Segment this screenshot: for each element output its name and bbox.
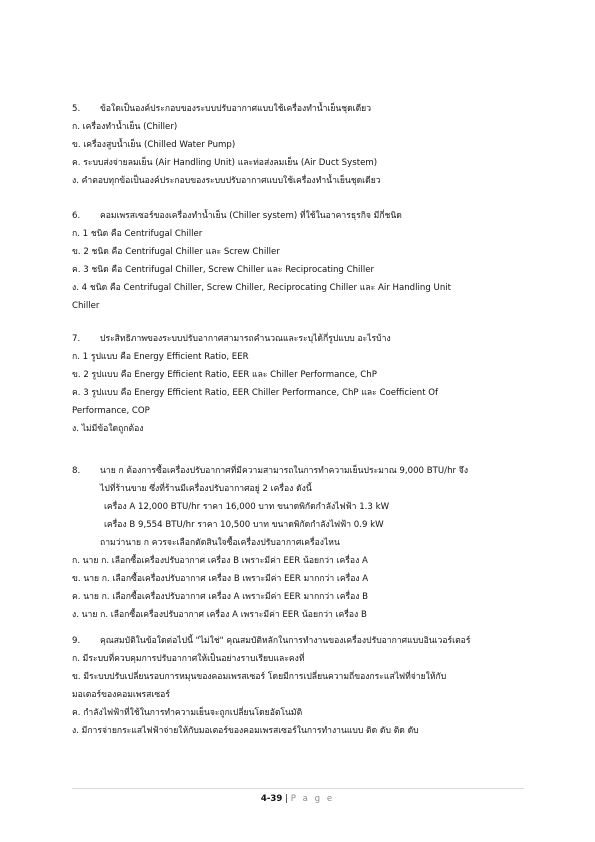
question-text: ประสิทธิภาพของระบบปรับอากาศสามารถคำนวณและระบุได้กี่รูปแบบ อะไรบ้าง	[100, 334, 391, 344]
question-7	[72, 330, 522, 438]
question-number: 5.	[72, 104, 81, 114]
question-5-heading	[72, 100, 522, 118]
question-number: 8.	[72, 466, 81, 476]
question-6	[72, 207, 522, 315]
option-detail-a: เครื่อง A 12,000 BTU/hr ราคา 16,000 บาท ขนาดพิกัดกำลังไฟฟ้า 1.3 kW	[104, 502, 390, 512]
question-5	[72, 100, 522, 190]
choice-d: ง. นาย ก. เลือกซื้อเครื่องปรับอากาศ เครื่อง A เพราะมีค่า EER น้อยกว่า เครื่อง B	[72, 610, 367, 620]
choice-d: ง. คำตอบทุกข้อเป็นองค์ประกอบของระบบปรับอากาศแบบใช้เครื่องทำน้ำเย็นชุดเดียว	[72, 176, 381, 186]
choice-b: ข. นาย ก. เลือกซื้อเครื่องปรับอากาศ เครื่อง B เพราะมีค่า EER มากกว่า เครื่อง A	[72, 574, 369, 584]
option-detail-b: เครื่อง B 9,554 BTU/hr ราคา 10,500 บาท ขนาดพิกัดกำลังไฟฟ้า 0.9 kW	[104, 520, 384, 530]
choice-d: ง. 4 ชนิด คือ Centrifugal Chiller, Screw Chiller, Reciprocating Chiller และ Air Handling Unit	[72, 283, 452, 293]
choice-c: ค. 3 ชนิด คือ Centrifugal Chiller, Screw Chiller และ Reciprocating Chiller	[72, 265, 375, 275]
choice-b: ข. เครื่องสูบน้ำเย็น (Chilled Water Pump)	[72, 140, 236, 150]
question-number: 9.	[72, 636, 81, 646]
question-text: ข้อใดเป็นองค์ประกอบของระบบปรับอากาศแบบใช้เครื่องทำน้ำเย็นชุดเดียว	[100, 104, 372, 114]
choice-d-continuation: Chiller	[72, 301, 100, 311]
page-footer	[0, 794, 595, 804]
choice-a: ก. มีระบบที่ควบคุมการปรับอากาศให้เป็นอย่างราบเรียบและคงที่	[72, 654, 305, 664]
choice-c: ค. กำลังไฟฟ้าที่ใช้ในการทำความเย็นจะถูกเปลี่ยนโดยอัตโนมัติ	[72, 708, 303, 718]
choice-c: ค. ระบบส่งจ่ายลมเย็น (Air Handling Unit) และท่อส่งลมเย็น (Air Duct System)	[72, 158, 378, 168]
choice-c: ค. 3 รูปแบบ คือ Energy Efficient Ratio, EER Chiller Performance, ChP และ Coefficient Of	[72, 388, 439, 398]
question-prompt: ถามว่านาย ก ควรจะเลือกตัดสินใจซื้อเครื่องปรับอากาศเครื่องไหน	[100, 538, 340, 548]
page-label: P a g e	[290, 794, 335, 804]
choice-b: ข. 2 รูปแบบ คือ Energy Efficient Ratio, EER และ Chiller Performance, ChP	[72, 370, 377, 380]
choice-c: ค. นาย ก. เลือกซื้อเครื่องปรับอากาศ เครื่อง A เพราะมีค่า EER มากกว่า เครื่อง B	[72, 592, 369, 602]
question-number: 6.	[72, 211, 81, 221]
question-8	[72, 462, 522, 624]
footer-divider	[72, 788, 524, 789]
choice-a: ก. นาย ก. เลือกซื้อเครื่องปรับอากาศ เครื่อง B เพราะมีค่า EER น้อยกว่า เครื่อง A	[72, 556, 368, 566]
choice-b-continuation: มอเตอร์ของคอมเพรสเซอร์	[72, 690, 170, 700]
footer-separator: |	[285, 794, 289, 804]
choice-a: ก. เครื่องทำน้ำเย็น (Chiller)	[72, 122, 178, 132]
question-6-heading	[72, 207, 522, 225]
question-9	[72, 632, 522, 740]
choice-b: ข. 2 ชนิด คือ Centrifugal Chiller และ Screw Chiller	[72, 247, 280, 257]
question-number: 7.	[72, 334, 81, 344]
question-8-heading	[72, 462, 522, 480]
choice-a: ก. 1 รูปแบบ คือ Energy Efficient Ratio, EER	[72, 352, 249, 362]
question-text-continuation: ไปที่ร้านขาย ซึ่งที่ร้านมีเครื่องปรับอากาศอยู่ 2 เครื่อง ดังนี้	[100, 484, 312, 494]
choice-b: ข. มีระบบปรับเปลี่ยนรอบการหมุนของคอมเพรสเซอร์ โดยมีการเปลี่ยนความถี่ของกระแสไฟที่จ่ายให้กับ	[72, 672, 447, 682]
page-number: 4-39	[260, 794, 283, 804]
question-text: คุณสมบัติในข้อใดต่อไปนี้ "ไม่ใช่" คุณสมบัติหลักในการทำงานของเครื่องปรับอากาศแบบอินเวอร์เตอร์	[100, 636, 471, 646]
choice-d: ง. ไม่มีข้อใดถูกต้อง	[72, 424, 144, 434]
question-text: คอมเพรสเซอร์ของเครื่องทำน้ำเย็น (Chiller system) ที่ใช้ในอาคารธุรกิจ มีกี่ชนิด	[100, 211, 402, 221]
question-7-heading	[72, 330, 522, 348]
choice-c-continuation: Performance, COP	[72, 406, 150, 416]
choice-a: ก. 1 ชนิด คือ Centrifugal Chiller	[72, 229, 203, 239]
choice-d: ง. มีการจ่ายกระแสไฟฟ้าจ่ายให้กับมอเตอร์ของคอมเพรสเซอร์ในการทำงานแบบ ติด ดับ ติด ดับ	[72, 726, 419, 736]
question-text: นาย ก ต้องการซื้อเครื่องปรับอากาศที่มีความสามารถในการทำความเย็นประมาณ 9,000 BTU/hr จึง	[100, 466, 469, 476]
question-9-heading	[72, 632, 522, 650]
